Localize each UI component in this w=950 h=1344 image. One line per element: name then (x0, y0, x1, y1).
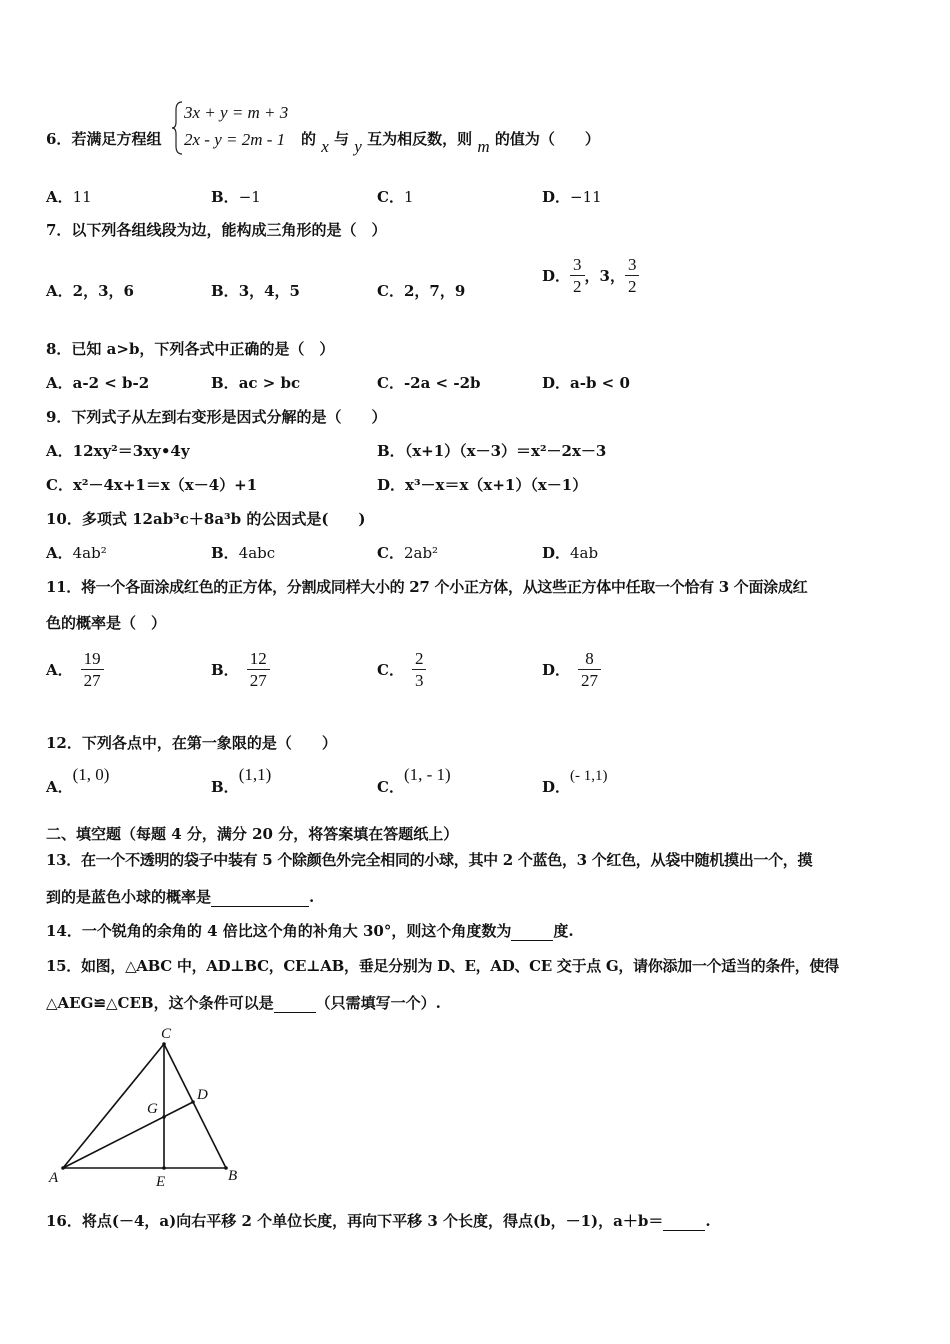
q11-stem-line1: 11．将一个各面涂成红色的正方体，分割成同样大小的 27 个小正方体，从这些正方体中任取一个恰有 3 个面涂成红 (46, 578, 808, 596)
q6-eq2: 2x - y = 2m - 1 (184, 130, 286, 149)
label-b: B (228, 1168, 238, 1184)
q15-stem-line1: 15．如图，△ABC 中，AD⊥BC，CE⊥AB，垂足分别为 D、E，AD、CE 交于点 G，请你添加一个适当的条件，使得 (46, 957, 839, 975)
q6-stem (46, 128, 161, 149)
label-e: E (156, 1174, 166, 1190)
q7-stem: 7．以下列各组线段为边，能构成三角形的是（ ） (46, 221, 387, 239)
q9-option-d[interactable]: D．x³－x＝x（x+1）（x－1） (377, 476, 588, 494)
q6-equation-system (172, 100, 304, 156)
q11-option-c[interactable]: C． $\frac{2}{3}$ (377, 648, 426, 691)
q10-option-a[interactable]: A．4ab² (46, 544, 107, 562)
q7-d-fraction-2: $\frac{3}{2}$ (625, 254, 640, 297)
q6-stem-rest (301, 128, 600, 156)
segment-ad (63, 1102, 193, 1168)
q13-stem-line1: 13．在一个不透明的袋子中装有 5 个除颜色外完全相同的小球，其中 2 个蓝色，3 个红色，从袋中随机摸出一个，摸 (46, 851, 813, 869)
q6-eq1: 3x + y = m + 3 (184, 103, 289, 122)
q15-stem-line2: △AEG≌△CEB，这个条件可以是 （只需填写一个）. (46, 994, 441, 1012)
q6-post: 的值为（ ） (494, 130, 600, 148)
q16-stem: 16．将点(－4，a)向右平移 2 个单位长度，再向下平移 3 个长度，得点(b，－1)，a＋b＝ . (46, 1212, 711, 1230)
q6-var-x: x (321, 137, 329, 156)
q10-option-d[interactable]: D．4ab (542, 544, 599, 562)
q7-d-fraction-1: $\frac{3}{2}$ (570, 254, 585, 297)
q6-var-y: y (354, 137, 362, 156)
label-g: G (147, 1101, 158, 1117)
q10-option-b[interactable]: B．4abc (211, 544, 276, 562)
q7-option-b[interactable]: B．3，4，5 (211, 282, 300, 300)
triangle-figure (40, 1022, 250, 1194)
q6-number: 6． (46, 130, 72, 148)
q7-option-a[interactable]: A．2，3，6 (46, 282, 134, 300)
q6-option-c[interactable]: C．1 (377, 188, 414, 206)
side-bc (164, 1044, 226, 1168)
q9-option-c[interactable]: C．x²－4x+1＝x（x－4）+1 (46, 476, 258, 494)
q9-stem: 9．下列式子从左到右变形是因式分解的是（ ） (46, 408, 387, 426)
q6-option-d[interactable]: D．−11 (542, 188, 602, 206)
section-2-title: 二、填空题（每题 4 分，满分 20 分，将答案填在答题纸上） (46, 825, 459, 843)
q13-stem-line2: 到的是蓝色小球的概率是 . (46, 888, 315, 906)
q12-stem: 12．下列各点中，在第一象限的是（ ） (46, 734, 337, 752)
q6-pre: 若满足方程组 (71, 130, 162, 148)
q6-mid1: 的 (301, 130, 317, 148)
q12-option-d[interactable]: D．(- 1,1) (542, 768, 608, 796)
label-d: D (197, 1087, 208, 1103)
q8-option-c[interactable]: C．-2a < -2b (377, 374, 481, 392)
q12-option-a[interactable]: A．(1, 0) (46, 765, 110, 796)
q6-mid2: 与 (334, 130, 350, 148)
q8-option-a[interactable]: A．a-2 < b-2 (46, 374, 150, 392)
q10-stem: 10．多项式 12ab³c＋8a³b 的公因式是( ) (46, 510, 366, 528)
q8-stem: 8．已知 a>b，下列各式中正确的是（ ） (46, 340, 335, 358)
q6-var-m: m (477, 137, 490, 156)
q10-option-c[interactable]: C．2ab² (377, 544, 439, 562)
q8-option-b[interactable]: B．ac > bc (211, 374, 301, 392)
q7-option-d[interactable]: D． $\frac{3}{2}$ ，3， $\frac{3}{2}$ (542, 254, 639, 297)
q14-stem: 14．一个锐角的余角的 4 倍比这个角的补角大 30°，则这个角度数为 度. (46, 922, 574, 940)
q12-option-c[interactable]: C．(1, - 1) (377, 765, 451, 796)
q11-stem-line2: 色的概率是（ ） (46, 614, 167, 632)
q6-option-b[interactable]: B．−1 (211, 188, 261, 206)
q11-option-b[interactable]: B． $\frac{12}{27}$ (211, 648, 270, 691)
q6-option-a[interactable]: A．11 (46, 188, 92, 206)
q9-option-b[interactable]: B．（x+1）（x－3）＝x²－2x－3 (377, 442, 607, 460)
q13-answer-blank[interactable] (211, 888, 309, 907)
q16-answer-blank[interactable] (663, 1212, 705, 1231)
label-c: C (161, 1026, 172, 1042)
q11-option-d[interactable]: D． $\frac{8}{27}$ (542, 648, 601, 691)
label-a: A (49, 1170, 59, 1186)
q7-option-c[interactable]: C．2，7，9 (377, 282, 466, 300)
q12-option-b[interactable]: B．(1,1) (211, 765, 272, 796)
q6-mid3: 互为相反数，则 (367, 130, 473, 148)
left-brace-icon (172, 100, 184, 156)
q14-answer-blank[interactable] (511, 922, 553, 941)
q11-option-a[interactable]: A． $\frac{19}{27}$ (46, 648, 104, 691)
q15-answer-blank[interactable] (274, 994, 316, 1013)
q9-option-a[interactable]: A．12xy²＝3xy•4y (46, 442, 190, 460)
q8-option-d[interactable]: D．a-b < 0 (542, 374, 630, 392)
